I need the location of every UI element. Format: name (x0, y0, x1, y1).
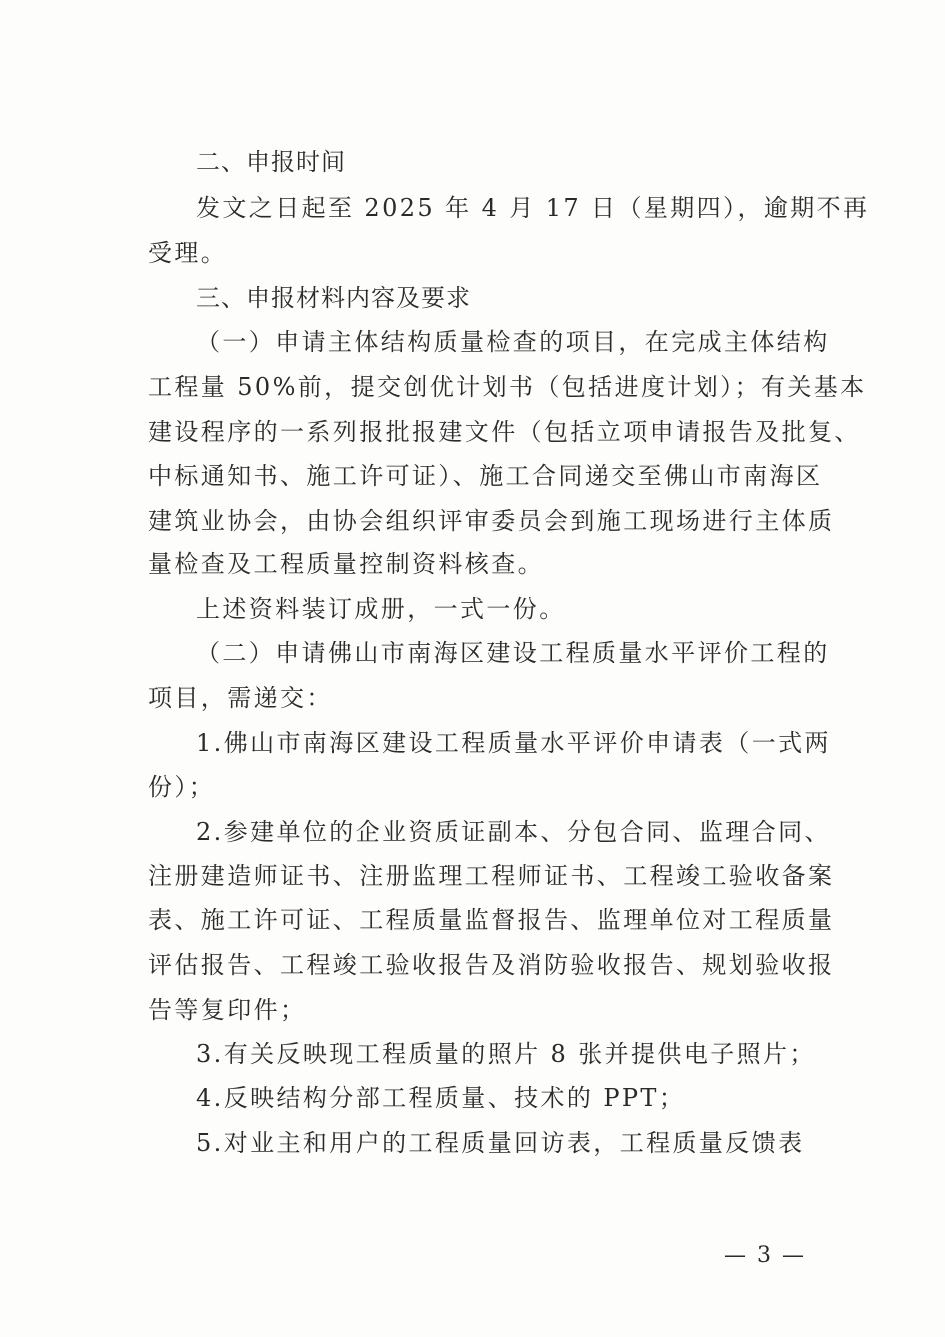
paragraph-line: 上述资料装订成册，一式一份。 (196, 595, 566, 623)
list-item-line: 1.佛山市南海区建设工程质量水平评价申请表（一式两 (196, 729, 831, 757)
paragraph-line: 建筑业协会，由协会组织评审委员会到施工现场进行主体质 (148, 507, 835, 535)
list-item-line: 5.对业主和用户的工程质量回访表，工程质量反馈表 (196, 1129, 805, 1157)
section-heading-materials: 三、申报材料内容及要求 (196, 284, 471, 312)
list-item-line: 份）； (148, 773, 216, 801)
paragraph-line: 发文之日起至 2025 年 4 月 17 日（星期四），逾期不再 (196, 194, 870, 222)
paragraph-line: （二）申请佛山市南海区建设工程质量水平评价工程的 (196, 639, 830, 667)
paragraph-line: （一）申请主体结构质量检查的项目，在完成主体结构 (196, 328, 830, 356)
list-item-line: 4.反映结构分部工程质量、技术的 PPT； (196, 1084, 686, 1112)
list-item-line: 评估报告、工程竣工验收报告及消防验收报告、规划验收报 (148, 951, 835, 979)
section-heading-application-time: 二、申报时间 (196, 148, 346, 176)
list-item-line: 3.有关反映现工程质量的照片 8 张并提供电子照片； (196, 1040, 816, 1068)
list-item-line: 告等复印件； (148, 996, 307, 1024)
list-item-line: 表、施工许可证、工程质量监督报告、监理单位对工程质量 (148, 906, 835, 934)
paragraph-line: 中标通知书、施工许可证）、施工合同递交至佛山市南海区 (148, 462, 823, 490)
page-number: — 3 — (724, 1243, 806, 1268)
paragraph-line: 工程量 50%前，提交创优计划书（包括进度计划）；有关基本 (148, 373, 867, 401)
paragraph-line: 项目，需递交： (148, 684, 333, 712)
paragraph-line: 受理。 (148, 239, 228, 267)
list-item-line: 注册建造师证书、注册监理工程师证书、工程竣工验收备案 (148, 862, 835, 890)
paragraph-line: 建设程序的一系列报批报建文件（包括立项申请报告及批复、 (148, 418, 861, 446)
list-item-line: 2.参建单位的企业资质证副本、分包合同、监理合同、 (196, 818, 831, 846)
paragraph-line: 量检查及工程质量控制资料核查。 (148, 550, 544, 578)
